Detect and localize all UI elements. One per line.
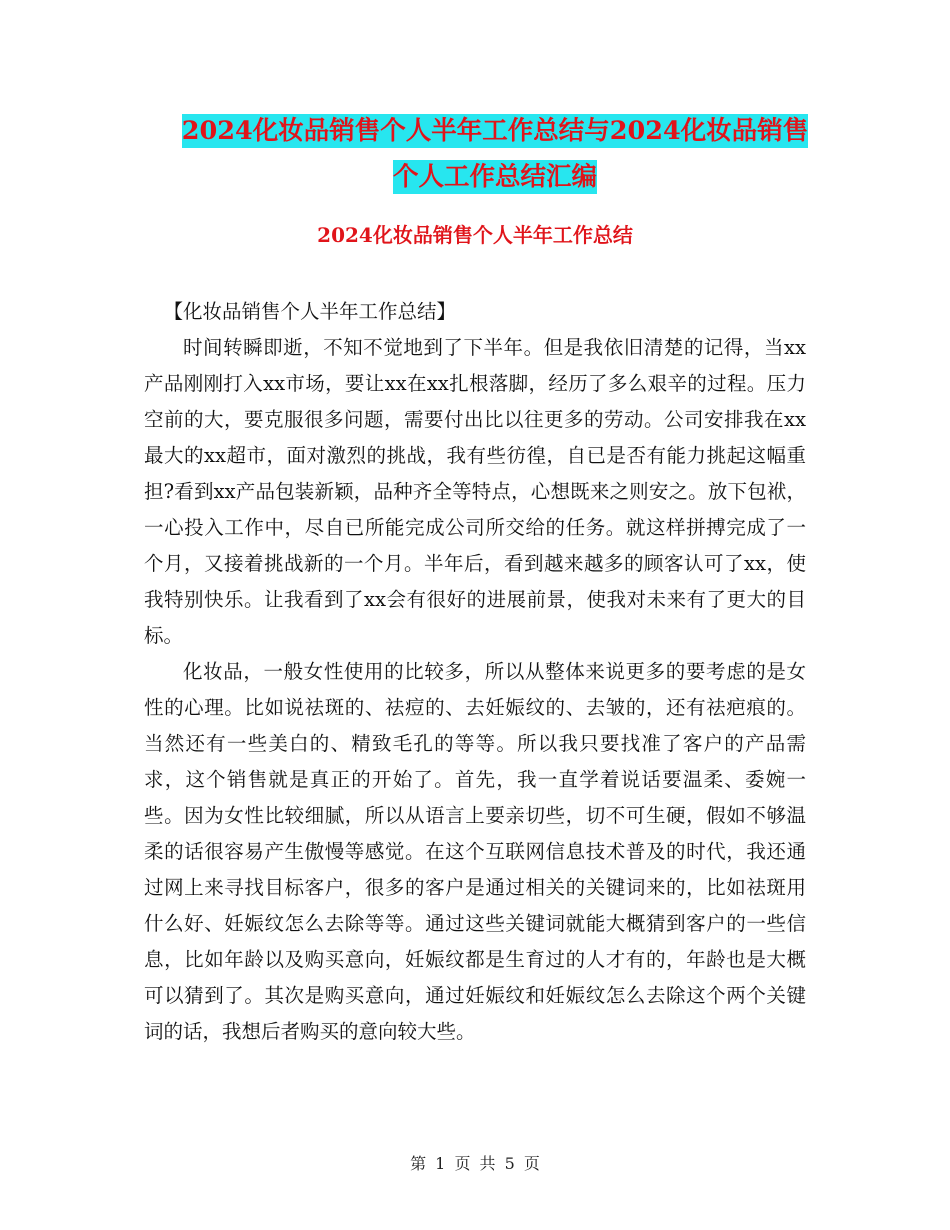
document-title bbox=[145, 108, 845, 200]
body-paragraph-1: 时间转瞬即逝，不知不觉地到了下半年。但是我依旧清楚的记得，当xx产品刚刚打入xx市场，要让xx在xx扎根落脚，经历了多么艰辛的过程。压力空前的大，要克服很多问题，需要付出比以往更多的劳动。公司安排我在xx最大的xx超市，面对激烈的挑战，我有些彷徨，自已是否有能力挑起这幅重担?看到xx产品包装新颖，品种齐全等特点，心想既来之则安之。放下包袱，一心投入工作中，尽自已所能完成公司所交给的任务。就这样拼搏完成了一个月，又接着挑战新的一个月。半年后，看到越来越多的顾客认可了xx，使我特别快乐。让我看到了xx会有很好的进展前景，使我对未来有了更大的目标。 bbox=[144, 336, 806, 647]
document-body bbox=[144, 294, 806, 1050]
body-paragraph-2: 化妆品，一般女性使用的比较多，所以从整体来说更多的要考虑的是女性的心理。比如说祛斑的、祛痘的、去妊娠纹的、去皱的，还有祛疤痕的。当然还有一些美白的、精致毛孔的等等。所以我只要找准了客户的产品需求，这个销售就是真正的开始了。首先，我一直学着说话要温柔、委婉一些。因为女性比较细腻，所以从语言上要亲切些，切不可生硬，假如不够温柔的话很容易产生傲慢等感觉。在这个互联网信息技术普及的时代，我还通过网上来寻找目标客户，很多的客户是通过相关的关键词来的，比如祛斑用什么好、妊娠纹怎么去除等等。通过这些关键词就能大概猜到客户的一些信息，比如年龄以及购买意向，妊娠纹都是生育过的人才有的，年龄也是大概可以猜到了。其次是购买意向，通过妊娠纹和妊娠纹怎么去除这个两个关键词的话，我想后者购买的意向较大些。 bbox=[144, 660, 806, 1043]
section-label: 【化妆品销售个人半年工作总结】 bbox=[163, 300, 457, 323]
document-title-line2: 个人工作总结汇编 bbox=[392, 162, 597, 192]
document-title-line1: 2024化妆品销售个人半年工作总结与2024化妆品销售 bbox=[181, 116, 809, 146]
page-footer: 第 1 页 共 5 页 bbox=[410, 1154, 540, 1173]
section-title: 2024化妆品销售个人半年工作总结 bbox=[317, 223, 633, 247]
